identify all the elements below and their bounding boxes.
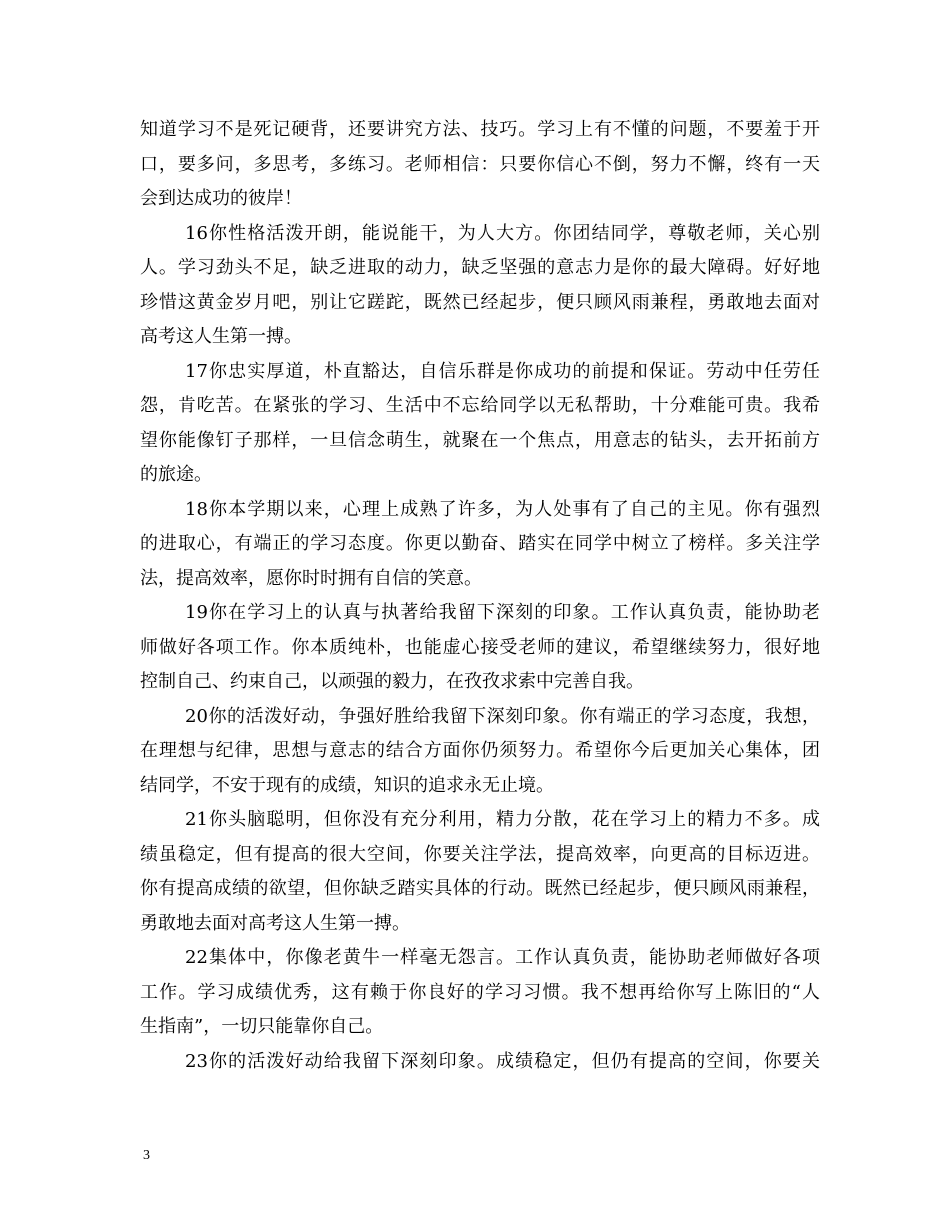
text-line: 生指南”，一切只能靠你自己。: [140, 1016, 384, 1037]
paragraph-16-first-line: 16你性格活泼开朗，能说能干，为人大方。你团结同学，尊敬老师，关心别: [185, 222, 820, 244]
text-line: 人。学习劲头不足，缺乏进取的动力，缺乏坚强的意志力是你的最大障碍。好好地: [140, 257, 820, 278]
text-line: 的进取心，有端正的学习态度。你更以勤奋、踏实在同学中树立了榜样。多关注学: [140, 533, 820, 554]
page-number: 3: [143, 1148, 150, 1163]
text-line: 法，提高效率，愿你时时拥有自信的笑意。: [140, 567, 482, 589]
text-line: 在理想与纪律，思想与意志的结合方面你仍须努力。希望你今后更加关心集体，团: [140, 740, 820, 761]
text-line: 口，要多问，多思考，多练习。老师相信：只要你信心不倒，努力不懈，终有一天: [140, 153, 820, 175]
paragraph-18-first-line: 18你本学期以来，心理上成熟了许多，为人处事有了自己的主见。你有强烈: [185, 498, 820, 520]
text-line: 结同学，不安于现有的成绩，知识的追求永无止境。: [140, 774, 554, 796]
text-line: 师做好各项工作。你本质纯朴，也能虚心接受老师的建议，希望继续努力，很好地: [140, 636, 820, 658]
text-line: 高考这人生第一搏。: [140, 326, 302, 347]
paragraph-22-first-line: 22集体中，你像老黄牛一样毫无怨言。工作认真负责，能协助老师做好各项: [185, 947, 820, 968]
paragraph-21-first-line: 21你头脑聪明，但你没有充分利用，精力分散，花在学习上的精力不多。成: [185, 809, 820, 830]
paragraph-19-first-line: 19你在学习上的认真与执著给我留下深刻的印象。工作认真负责，能协助老: [185, 602, 820, 623]
text-line: 勇敢地去面对高考这人生第一搏。: [140, 912, 410, 934]
paragraph-20-first-line: 20你的活泼好动，争强好胜给我留下深刻印象。你有端正的学习态度，我想，: [185, 705, 820, 727]
text-line: 的旅途。: [140, 464, 212, 485]
text-line: 工作。学习成绩优秀，这有赖于你良好的学习习惯。我不想再给你写上陈旧的“人: [140, 981, 820, 1003]
text-line: 珍惜这黄金岁月吧，别让它蹉跎，既然已经起步，便只顾风雨兼程，勇敢地去面对: [140, 291, 820, 313]
paragraph-17-first-line: 17你忠实厚道，朴直豁达，自信乐群是你成功的前提和保证。劳动中任劳任: [185, 360, 820, 382]
text-line: 望你能像钉子那样，一旦信念萌生，就聚在一个焦点，用意志的钻头，去开拓前方: [140, 429, 820, 451]
document-body: [140, 113, 820, 1079]
text-line: 绩虽稳定，但有提高的很大空间，你要关注学法，提高效率，向更高的目标迈进。: [140, 843, 820, 865]
paragraph-23-first-line: 23你的活泼好动给我留下深刻印象。成绩稳定，但仍有提高的空间，你要关: [185, 1050, 820, 1072]
text-line: 会到达成功的彼岸！: [140, 188, 302, 209]
text-line: 知道学习不是死记硬背，还要讲究方法、技巧。学习上有不懂的问题，不要羞于开: [140, 119, 820, 140]
text-line: 怨，肯吃苦。在紧张的学习、生活中不忘给同学以无私帮助，十分难能可贵。我希: [140, 395, 820, 416]
text-line: 你有提高成绩的欲望，但你缺乏踏实具体的行动。既然已经起步，便只顾风雨兼程，: [140, 878, 820, 899]
text-line: 控制自己、约束自己，以顽强的毅力，在孜孜求索中完善自我。: [140, 671, 644, 692]
